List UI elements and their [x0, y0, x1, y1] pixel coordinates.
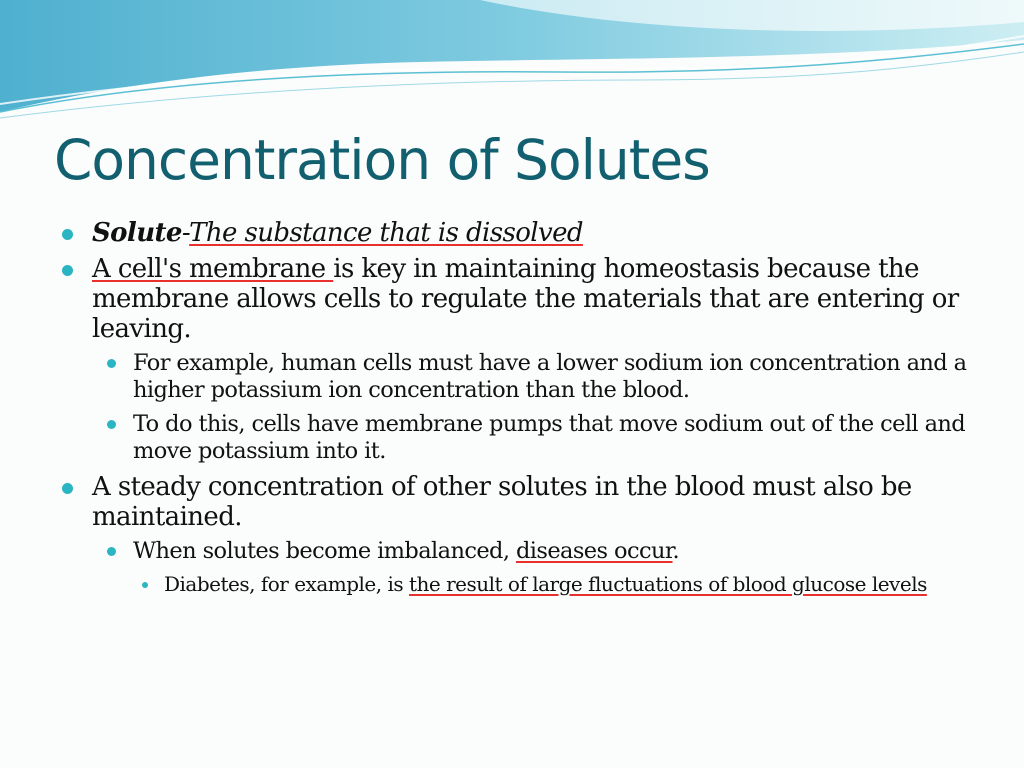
solute-term: Solute	[92, 218, 182, 248]
slide-title: Concentration of Solutes	[54, 128, 710, 192]
sub-bullet-imbalance	[0, 538, 1000, 565]
solute-definition: The substance that is dissolved	[189, 218, 583, 248]
diseases-occur-phrase: diseases occur	[515, 538, 673, 564]
header-wave-decoration	[0, 0, 1024, 130]
sub-bullet-example-ions: For example, human cells must have a lower sodium ion concentration and a higher potassium ion concentration than the blood.	[0, 350, 1000, 404]
cell-membrane-phrase: A cell's membrane	[92, 254, 334, 284]
imbalance-end: .	[672, 538, 680, 564]
bullet-solute	[0, 218, 1000, 248]
cell-membrane-text: is key in maintaining homeostasis because the membrane allows cells to regulate the materials that are entering or leaving.	[92, 254, 959, 344]
bullet-steady-concentration: A steady concentration of other solutes in the blood must also be maintained.	[0, 472, 1000, 532]
solute-separator: -	[181, 218, 190, 248]
slide-content	[0, 218, 1000, 596]
imbalance-text: When solutes become imbalanced,	[133, 538, 516, 564]
sub-sub-bullet-diabetes	[0, 572, 1000, 596]
bullet-cell-membrane	[0, 254, 1000, 344]
sub-bullet-membrane-pumps: To do this, cells have membrane pumps that move sodium out of the cell and move potassium into it.	[0, 411, 1000, 465]
glucose-fluctuation-phrase: the result of large fluctuations of blood glucose levels	[408, 572, 927, 596]
diabetes-text: Diabetes, for example, is	[164, 572, 409, 596]
